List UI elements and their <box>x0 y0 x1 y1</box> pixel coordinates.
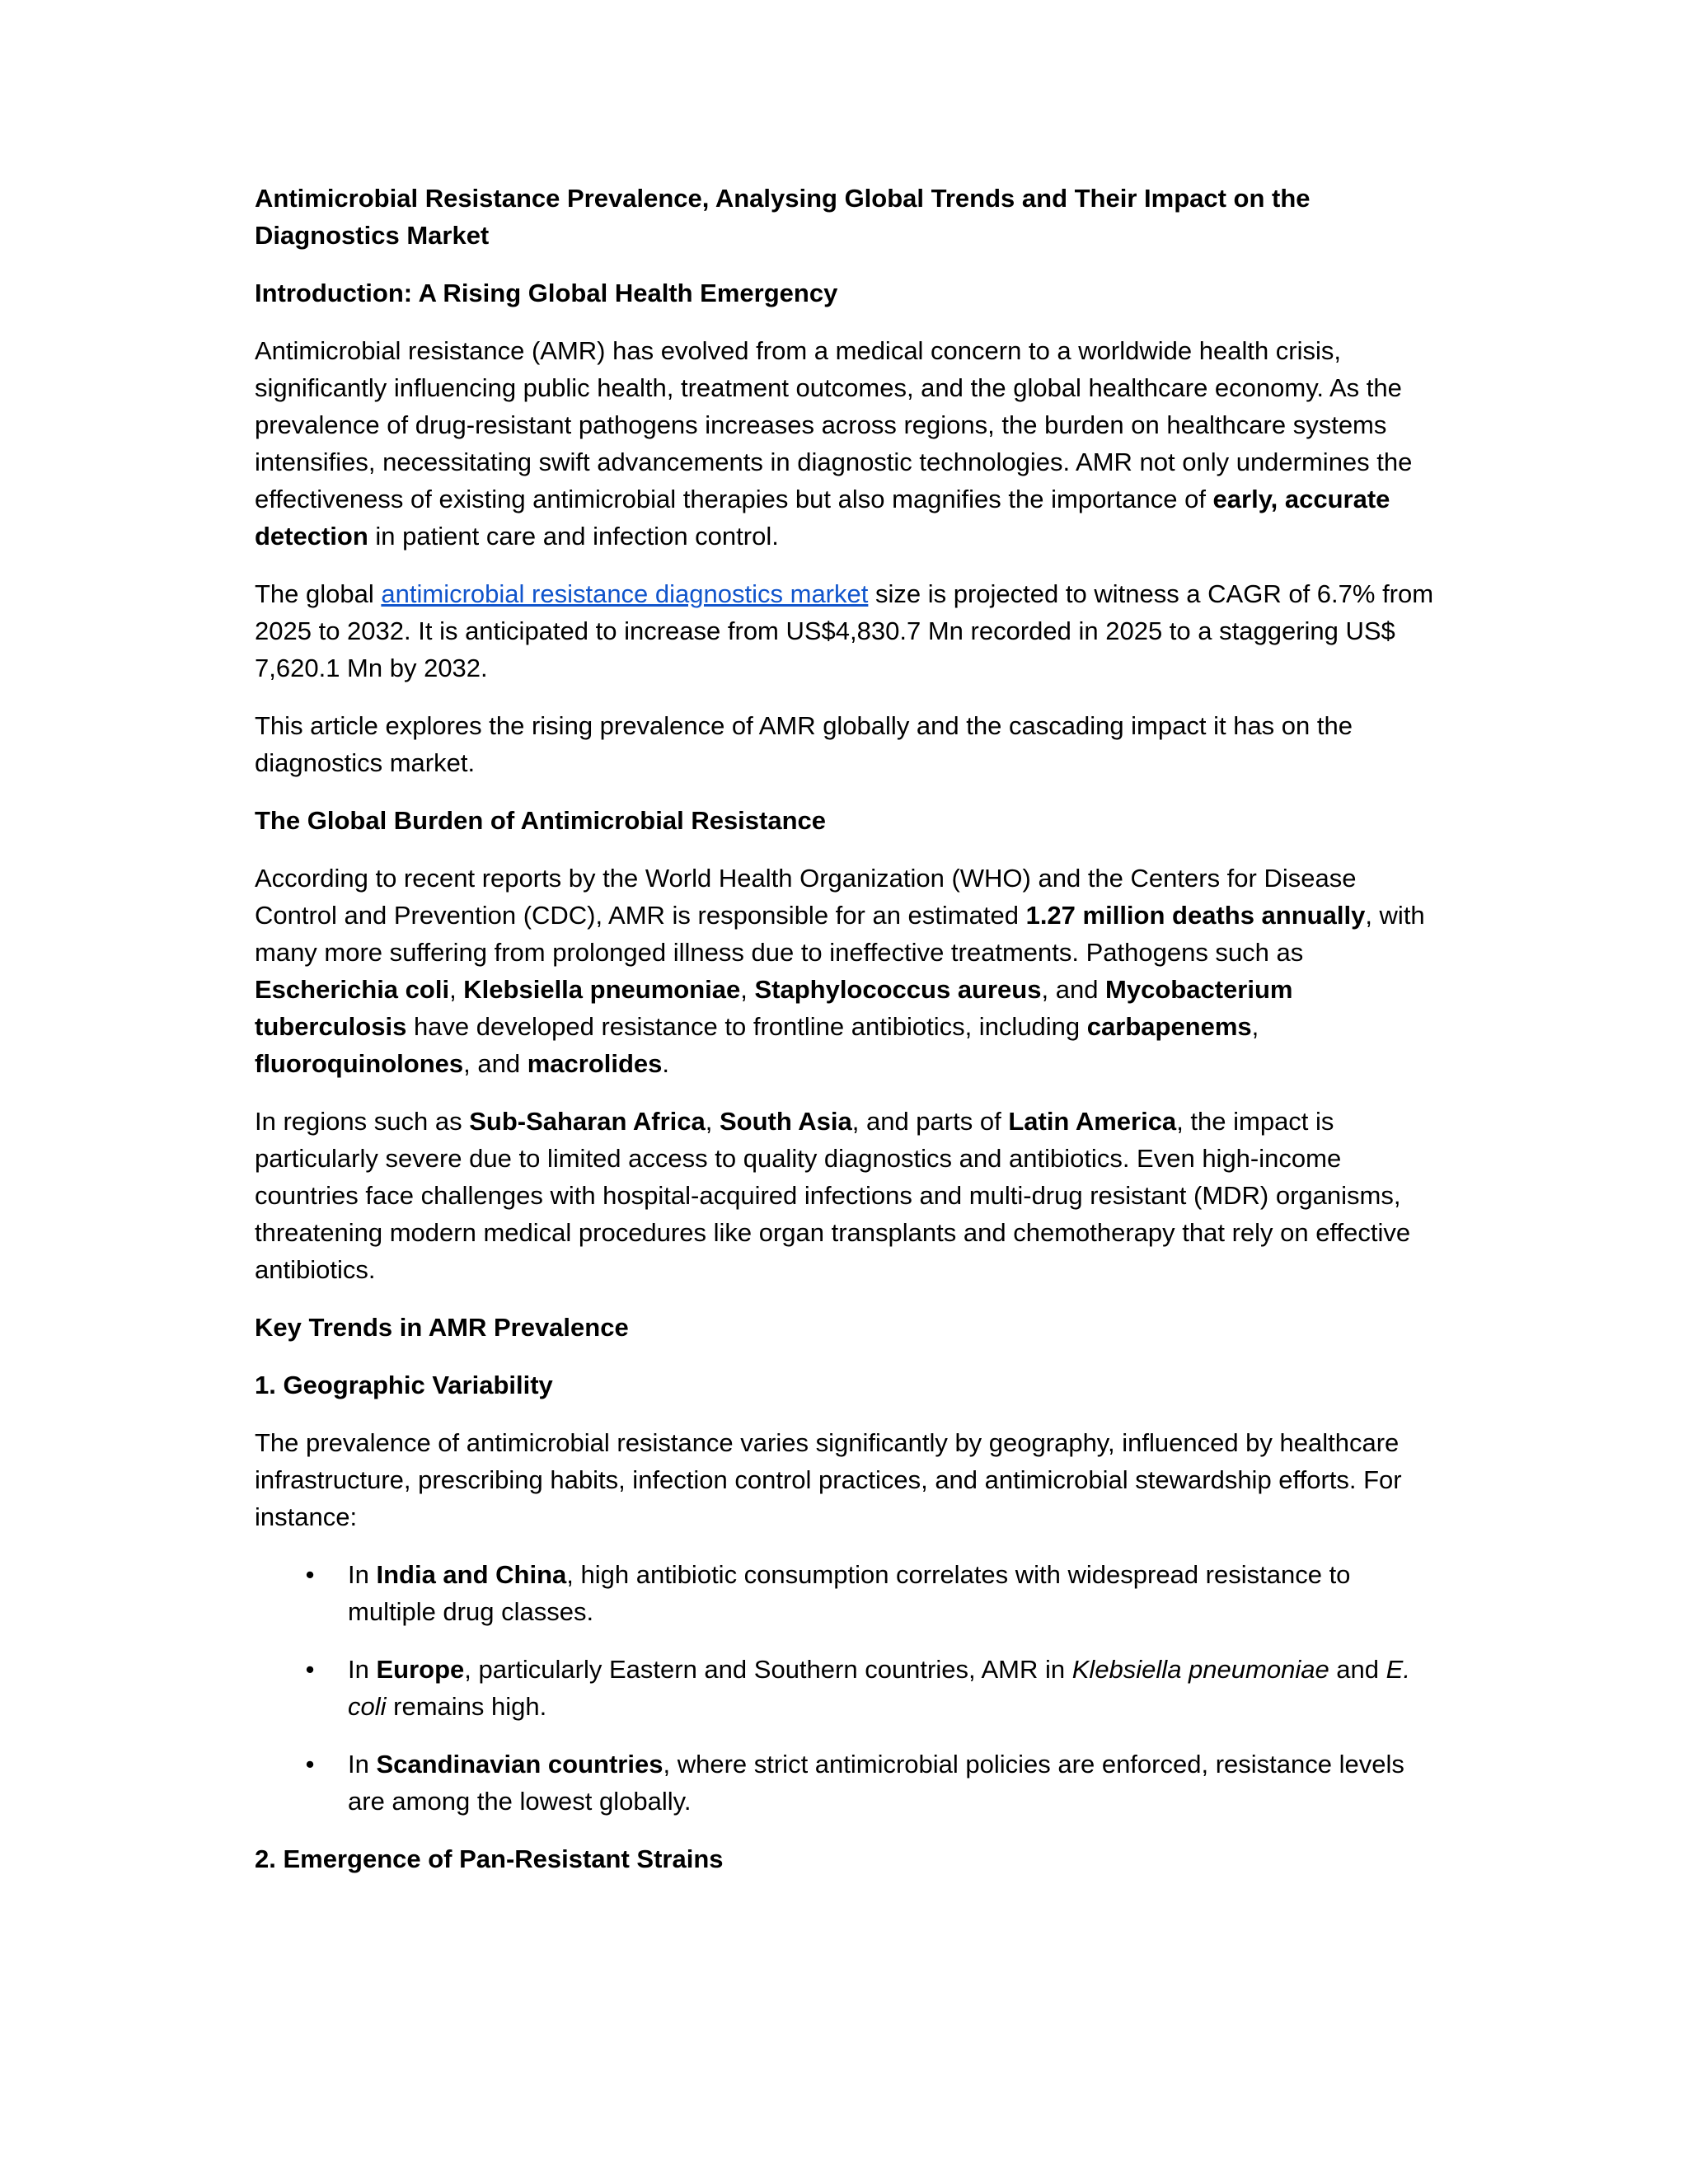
burden-p2-sep-1: , <box>705 1107 720 1136</box>
geographic-variability-heading: 1. Geographic Variability <box>255 1371 553 1399</box>
burden-p1-bold-staph: Staphylococcus aureus <box>754 975 1042 1004</box>
intro-p1-text-a: Antimicrobial resistance (AMR) has evolved from a medical concern to a worldwide health crisis, significantly influencing public health, treatment outcomes, and the global healthcare economy. As the prevalence of drug-resistant pathogens increases across regions, the burden on healthcare systems intensifies, necessitating swift advancements in diagnostic technologies. AMR not only undermines the effectiveness of existing antimicrobial therapies but also magnifies the importance of <box>255 336 1413 513</box>
bullet1-bold: India and China <box>376 1560 567 1589</box>
bullet3-bold: Scandinavian countries <box>376 1750 663 1779</box>
burden-p1-bold-carbapenems: carbapenems <box>1086 1012 1252 1041</box>
burden-p1-sep-3: , and <box>1041 975 1106 1004</box>
trends-heading: Key Trends in AMR Prevalence <box>255 1313 629 1342</box>
burden-p1-text-a: According to recent reports by the World Health Organization (WHO) and the Centers for Disease Control and Prevention (CDC), AMR is responsible for an estimated <box>255 864 1357 930</box>
burden-p1-bold-klebsiella: Klebsiella pneumoniae <box>463 975 741 1004</box>
bullet-icon: • <box>305 1655 315 1684</box>
intro-heading: Introduction: A Rising Global Health Emergency <box>255 279 838 307</box>
burden-p2-bold-africa: Sub-Saharan Africa <box>469 1107 706 1136</box>
intro-p1-text-b: in patient care and infection control. <box>368 522 779 551</box>
list-item <box>255 1556 1442 1630</box>
burden-p1-sep-5: , and <box>463 1049 528 1078</box>
burden-p2-sep-2: , and parts of <box>851 1107 1009 1136</box>
bullet-icon: • <box>305 1560 315 1589</box>
intro-paragraph-2 <box>255 575 1442 687</box>
intro-p1-bold: early, accurate detection <box>255 485 1390 551</box>
burden-p1-bold-ecoli: Escherichia coli <box>255 975 450 1004</box>
intro-paragraph-1 <box>255 332 1442 555</box>
burden-paragraph-2 <box>255 1103 1442 1288</box>
geographic-paragraph: The prevalence of antimicrobial resistance varies significantly by geography, influenced by healthcare infrastructure, prescribing habits, infection control practices, and antimicrobial stewardship efforts. For instance: <box>255 1428 1402 1531</box>
bullet2-bold: Europe <box>376 1655 465 1684</box>
bullet3-text-c: , where strict antimicrobial policies are enforced, resistance levels are among the lowest globally. <box>348 1750 1404 1816</box>
bullet1-text-c: , high antibiotic consumption correlates with widespread resistance to multiple drug classes. <box>348 1560 1351 1626</box>
burden-p1-text-b: , with many more suffering from prolonged illness due to ineffective treatments. Pathogens such as <box>255 901 1425 967</box>
burden-p1-bold-deaths: 1.27 million deaths annually <box>1025 901 1366 930</box>
intro-p2-text-a: The global <box>255 579 382 608</box>
document-body <box>255 180 1442 1898</box>
burden-p1-sep-4: , <box>1251 1012 1259 1041</box>
pan-resistant-heading: 2. Emergence of Pan-Resistant Strains <box>255 1844 724 1873</box>
burden-paragraph-1 <box>255 860 1442 1082</box>
intro-paragraph-3: This article explores the rising prevalence of AMR globally and the cascading impact it has on the diagnostics market. <box>255 711 1353 777</box>
burden-p2-bold-latin-america: Latin America <box>1008 1107 1177 1136</box>
bullet1-text-a: In <box>348 1560 377 1589</box>
bullet2-text-d: and <box>1329 1655 1386 1684</box>
burden-p2-text-c: , the impact is particularly severe due to limited access to quality diagnostics and antibiotics. Even high-income countries face challenges with hospital-acquired infections and multi-drug resistant (MDR) organisms, threatening modern medical procedures like organ transplants and chemotherapy that rely on effective antibiotics. <box>255 1107 1411 1284</box>
list-item <box>255 1651 1442 1725</box>
burden-p1-sep-2: , <box>740 975 755 1004</box>
bullet3-text-a: In <box>348 1750 377 1779</box>
burden-p1-bold-mycobacterium: Mycobacterium tuberculosis <box>255 975 1293 1041</box>
burden-p2-text-a: In regions such as <box>255 1107 470 1136</box>
burden-p1-bold-fluoroquinolones: fluoroquinolones <box>255 1049 464 1078</box>
bullet2-text-c: , particularly Eastern and Southern countries, AMR in <box>464 1655 1072 1684</box>
burden-p1-sep-1: , <box>449 975 464 1004</box>
burden-p2-bold-south-asia: South Asia <box>719 1107 852 1136</box>
burden-p1-text-c: have developed resistance to frontline antibiotics, including <box>406 1012 1087 1041</box>
document-title: Antimicrobial Resistance Prevalence, Analysing Global Trends and Their Impact on the Diagnostics Market <box>255 184 1311 250</box>
list-item <box>255 1746 1442 1820</box>
burden-heading: The Global Burden of Antimicrobial Resistance <box>255 806 827 835</box>
bullet2-italic-ecoli: E. coli <box>348 1655 1410 1721</box>
intro-p2-text-b: size is projected to witness a CAGR of 6.7% from 2025 to 2032. It is anticipated to increase from US$4,830.7 Mn recorded in 2025 to a staggering US$ 7,620.1 Mn by 2032. <box>255 579 1434 682</box>
bullet2-italic-klebsiella: Klebsiella pneumoniae <box>1071 1655 1329 1684</box>
geographic-bullet-list <box>255 1556 1442 1820</box>
bullet-icon: • <box>305 1750 315 1779</box>
burden-p1-end: . <box>662 1049 670 1078</box>
burden-p1-bold-macrolides: macrolides <box>527 1049 663 1078</box>
market-report-link[interactable]: antimicrobial resistance diagnostics market <box>381 579 869 608</box>
bullet2-text-a: In <box>348 1655 377 1684</box>
bullet2-text-e: remains high. <box>386 1692 547 1721</box>
